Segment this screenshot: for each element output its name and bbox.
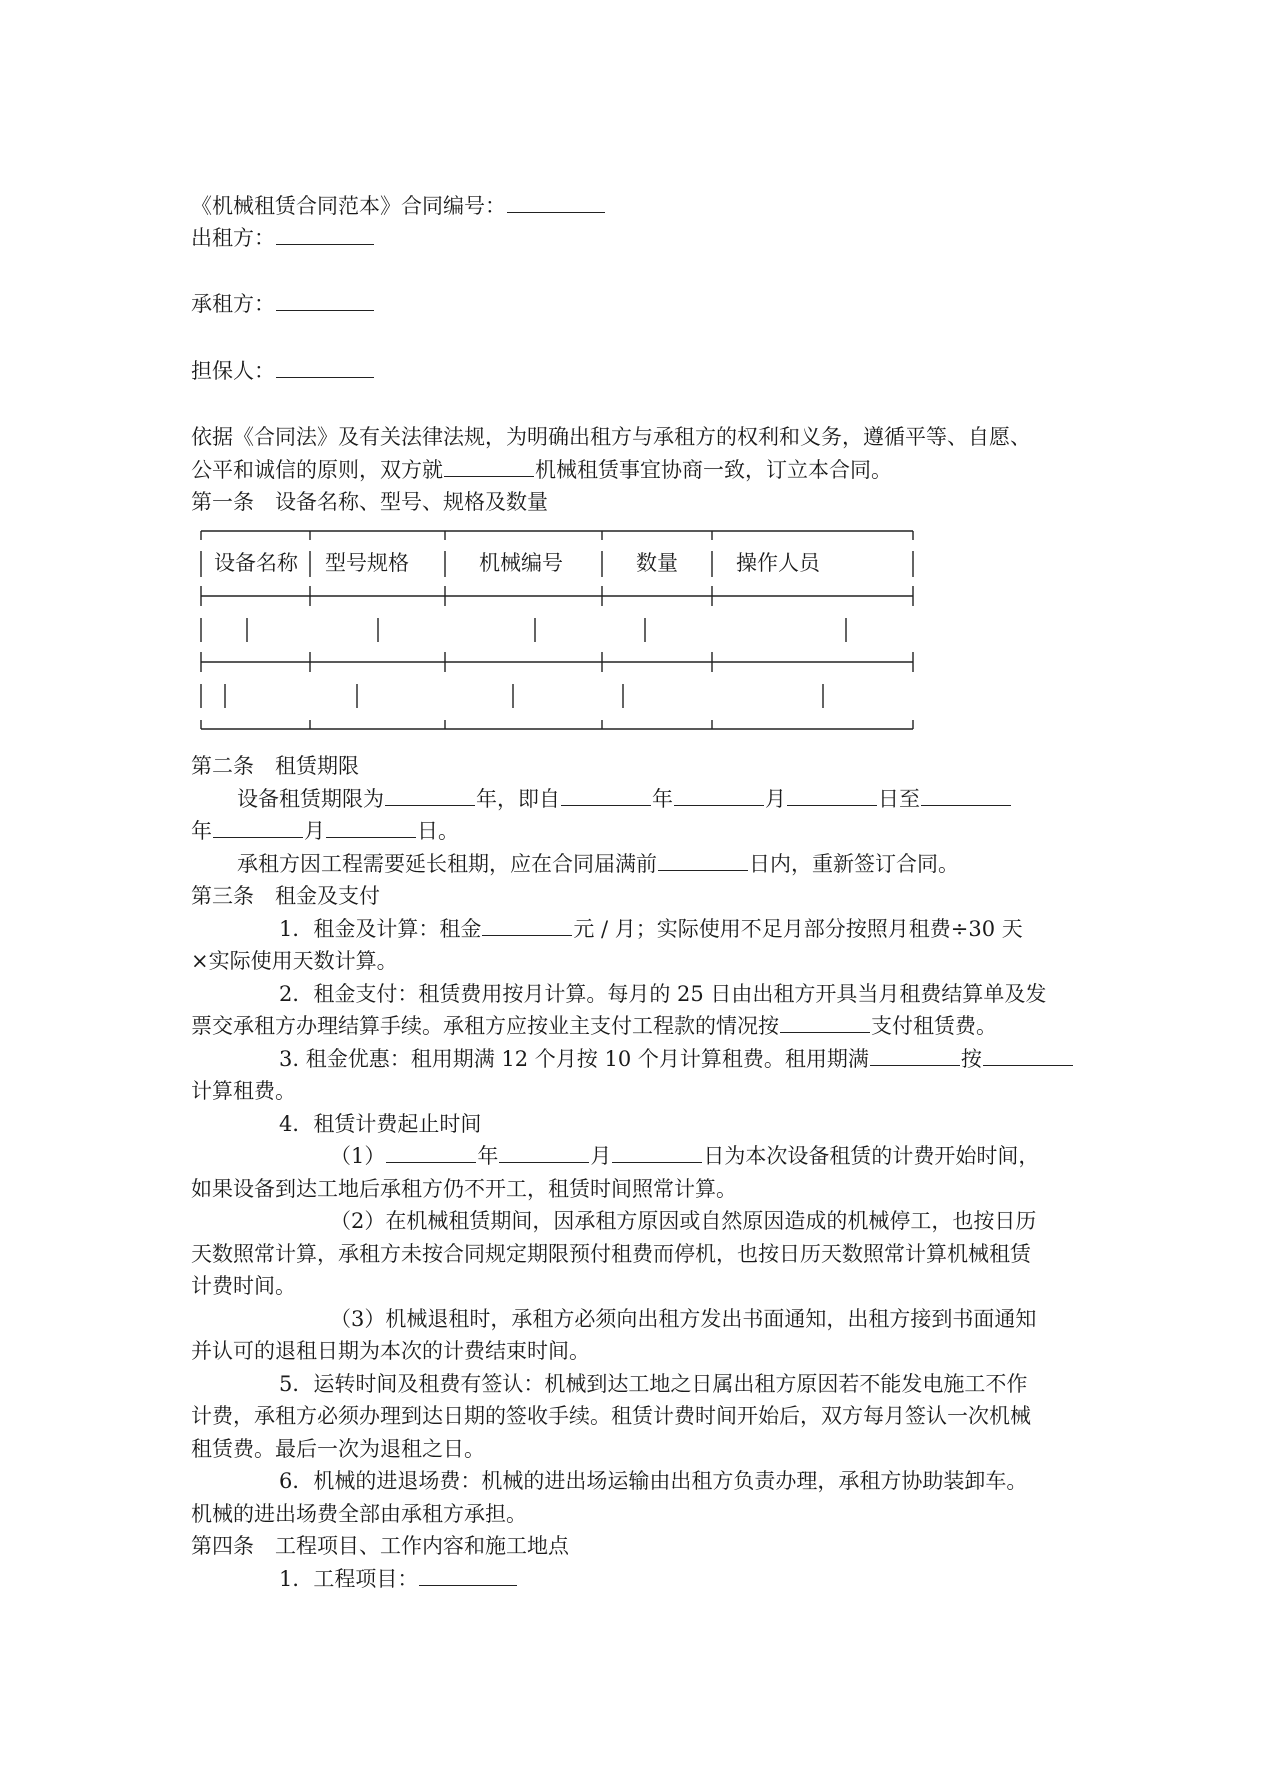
table-header-cell: 操作人员 (736, 551, 820, 575)
text: 支付租赁费。 (871, 1014, 997, 1038)
billing-start-day-field[interactable] (612, 1142, 702, 1163)
downtime-line-2: 天数照常计算，承租方未按合同规定期限预付租费而停机，也按日历天数照常计算机械租赁 (191, 1242, 1031, 1266)
text: 按 (960, 1047, 982, 1071)
operation-time-line: 5．运转时间及租费有签认：机械到达工地之日属出租方原因若不能发电施工不作 (279, 1372, 1028, 1396)
preamble-line-1: 依据《合同法》及有关法律法规，为明确出租方与承租方的权利和义务，遵循平等、自愿、 (191, 425, 1031, 449)
equipment-table (0, 0, 1267, 760)
operation-time-line-3: 租赁费。最后一次为退租之日。 (191, 1437, 485, 1461)
text: 年 (191, 819, 212, 843)
rent-calc-line (279, 914, 1023, 944)
article-2-heading: 第二条 租赁期限 (191, 754, 359, 778)
return-line-2: 并认可的退租日期为本次的计费结束时间。 (191, 1339, 590, 1363)
billing-start-month-field[interactable] (499, 1142, 589, 1163)
billing-period-heading: 4．租赁计费起止时间 (279, 1112, 482, 1136)
downtime-line: （2）在机械租赁期间，因承租方原因或自然原因造成的机械停工，也按日历 (330, 1209, 1037, 1233)
operation-time-line-2: 计费，承租方必须办理到达日期的签收手续。租赁计费时间开始后，双方每月签认一次机械 (191, 1404, 1031, 1428)
billing-start-year-field[interactable] (386, 1142, 476, 1163)
text: 年 (652, 787, 673, 811)
start-year-field[interactable] (561, 785, 651, 806)
discount-rule-field[interactable] (983, 1045, 1073, 1066)
project-name-field[interactable] (419, 1565, 517, 1586)
table-header-cell: 数量 (636, 551, 678, 575)
mobilization-fee-line: 6．机械的进退场费：机械的进出场运输由出租方负责办理，承租方协助装卸车。 (279, 1469, 1028, 1493)
text: 日至 (878, 787, 920, 811)
guarantor-label: 担保人： (191, 359, 275, 383)
text: 1．租金及计算：租金 (279, 917, 482, 941)
billing-start-line (330, 1141, 1039, 1171)
article-4-heading: 第四条 工程项目、工作内容和施工地点 (191, 1534, 569, 1558)
rent-calc-line-2: ×实际使用天数计算。 (191, 949, 398, 973)
article-2-term-line (237, 784, 1012, 814)
rent-payment-line-2 (191, 1011, 997, 1041)
end-day-field[interactable] (326, 817, 416, 838)
lessee-label: 承租方： (191, 292, 275, 316)
payment-method-field[interactable] (780, 1012, 870, 1033)
article-2-extension-line (237, 849, 959, 879)
text: 月 (304, 819, 325, 843)
rent-discount-line-2: 计算租费。 (191, 1079, 296, 1103)
text: 元 / 月；实际使用不足月部分按照月租费÷30 天 (573, 917, 1023, 941)
article-1-heading: 第一条 设备名称、型号、规格及数量 (191, 490, 548, 514)
table-header-cell: 机械编号 (479, 551, 563, 575)
rent-discount-line (279, 1044, 1074, 1074)
text: 1．工程项目： (279, 1567, 419, 1591)
text: 设备租赁期限为 (237, 787, 384, 811)
text: 3. 租金优惠：租用期满 12 个月按 10 个月计算租费。租用期满 (279, 1047, 869, 1071)
text: 月 (765, 787, 786, 811)
preamble-text: 机械租赁事宜协商一致，订立本合同。 (535, 458, 892, 482)
text: 年 (477, 1144, 499, 1168)
text: 日。 (417, 819, 459, 843)
contract-title: 《机械租赁合同范本》合同编号： (191, 194, 506, 218)
rent-amount-field[interactable] (482, 915, 572, 936)
preamble-text: 公平和诚信的原则，双方就 (191, 458, 443, 482)
text: 日为本次设备租赁的计费开始时间， (703, 1144, 1040, 1168)
article-3-heading: 第三条 租金及支付 (191, 884, 380, 908)
text: 日内，重新签订合同。 (749, 852, 959, 876)
article-2-term-line-2 (191, 816, 459, 846)
start-day-field[interactable] (787, 785, 877, 806)
text: 年，即自 (476, 787, 560, 811)
extension-days-field[interactable] (658, 850, 748, 871)
downtime-line-3: 计费时间。 (191, 1274, 296, 1298)
return-line: （3）机械退租时，承租方必须向出租方发出书面通知，出租方接到书面通知 (330, 1307, 1037, 1331)
text: 承租方因工程需要延长租期，应在合同届满前 (237, 852, 657, 876)
mobilization-fee-line-2: 机械的进出场费全部由承租方承担。 (191, 1502, 527, 1526)
start-month-field[interactable] (674, 785, 764, 806)
term-years-field[interactable] (385, 785, 475, 806)
billing-start-line-2: 如果设备到达工地后承租方仍不开工，租赁时间照常计算。 (191, 1177, 737, 1201)
end-year-field[interactable] (921, 785, 1011, 806)
discount-period-field[interactable] (870, 1045, 960, 1066)
lessor-label: 出租方： (191, 226, 275, 250)
text: （1） (330, 1144, 386, 1168)
rent-payment-line: 2．租金支付：租赁费用按月计算。每月的 25 日由出租方开具当月租费结算单及发 (279, 982, 1047, 1006)
table-header-cell: 设备名称 (214, 551, 298, 575)
table-header-cell: 型号规格 (325, 551, 409, 575)
end-month-field[interactable] (213, 817, 303, 838)
project-line (279, 1564, 518, 1594)
text: 票交承租方办理结算手续。承租方应按业主支付工程款的情况按 (191, 1014, 779, 1038)
text: 月 (590, 1144, 612, 1168)
